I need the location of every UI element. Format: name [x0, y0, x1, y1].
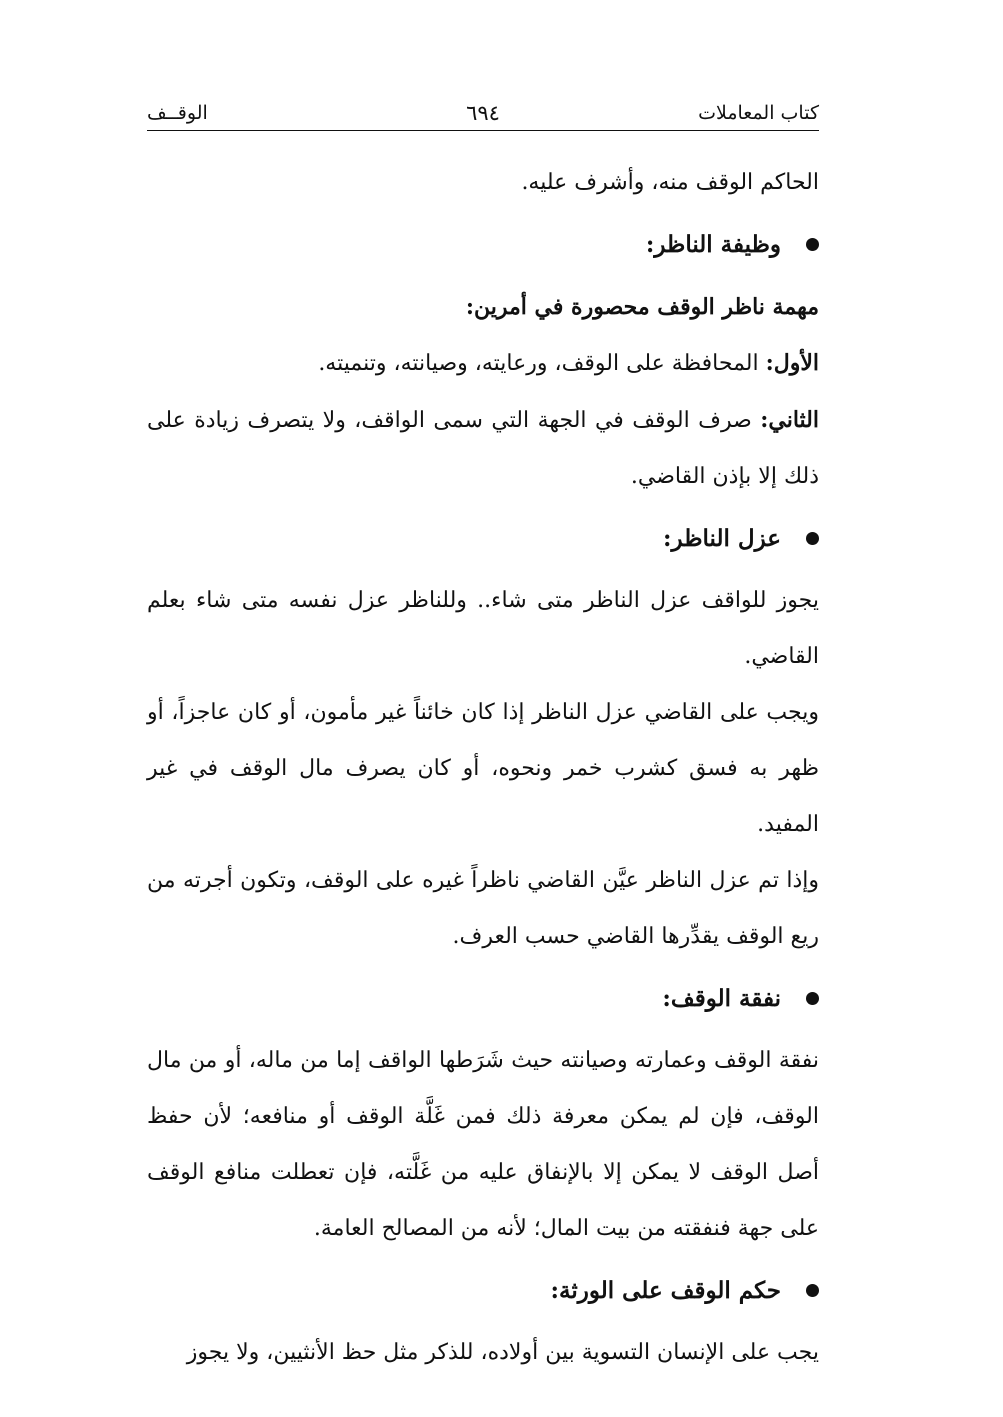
section-heading-expense: [147, 971, 819, 1027]
heading-text: نفقة الوقف:: [662, 985, 781, 1012]
page-body: [147, 155, 819, 1381]
dismissal-paragraph-3: وإذا تم عزل الناظر عيَّن القاضي ناظراً غيره على الوقف، وتكون أجرته من ريع الوقف يقدِّرها القاضي حسب العرف.: [147, 868, 819, 949]
expense-paragraph: نفقة الوقف وعمارته وصيانته حيث شَرَطها الواقف إما من ماله، أو من مال الوقف، فإن لم يمكن معرفة ذلك فمن غَلَّة الوقف أو منافعه؛ لأن حفظ أصل الوقف لا يمكن إلا بالإنفاق عليه من غَلَّته، فإن تعطلت منافع الوقف على جهة فنفقته من بيت المال؛ لأنه من المصالح العامة.: [147, 1048, 819, 1241]
book-title: كتاب المعاملات: [698, 102, 819, 124]
second-label: الثاني:: [760, 407, 819, 433]
heading-text: عزل الناظر:: [663, 525, 781, 552]
bullet-icon: [806, 532, 819, 545]
bullet-icon: [806, 1284, 819, 1297]
bullet-icon: [806, 238, 819, 251]
page-number: ٦٩٤: [466, 101, 500, 125]
page-header: [147, 98, 819, 131]
section-heading-heirs: [147, 1263, 819, 1319]
dismissal-paragraph-1: يجوز للواقف عزل الناظر متى شاء.. وللناظر عزل نفسه متى شاء بعلم القاضي.: [147, 588, 819, 669]
duty-first-item: [147, 335, 819, 392]
intro-paragraph: الحاكم الوقف منه، وأشرف عليه.: [521, 170, 819, 195]
first-label: الأول:: [765, 350, 819, 376]
heading-text: وظيفة الناظر:: [645, 231, 781, 258]
duty-second-item: [147, 392, 819, 505]
heading-text: حكم الوقف على الورثة:: [550, 1277, 781, 1304]
first-text: المحافظة على الوقف، ورعايته، وصيانته، وتنميته.: [318, 351, 766, 376]
second-text: صرف الوقف في الجهة التي سمى الواقف، ولا يتصرف زيادة على ذلك إلا بإذن القاضي.: [147, 408, 819, 489]
heirs-paragraph: يجب على الإنسان التسوية بين أولاده، للذكر مثل حظ الأنثيين، ولا يجوز: [186, 1340, 819, 1365]
section-heading-dismissal: [147, 511, 819, 567]
chapter-title: الوقــف: [147, 102, 208, 124]
bullet-icon: [806, 992, 819, 1005]
section-heading-duty: [147, 217, 819, 273]
duty-subheading: مهمة ناظر الوقف محصورة في أمرين:: [465, 294, 819, 320]
dismissal-paragraph-2: ويجب على القاضي عزل الناظر إذا كان خائناً غير مأمون، أو كان عاجزاً، أو ظهر به فسق كشرب خمر ونحوه، أو كان يصرف مال الوقف في غير المفيد.: [147, 700, 819, 837]
